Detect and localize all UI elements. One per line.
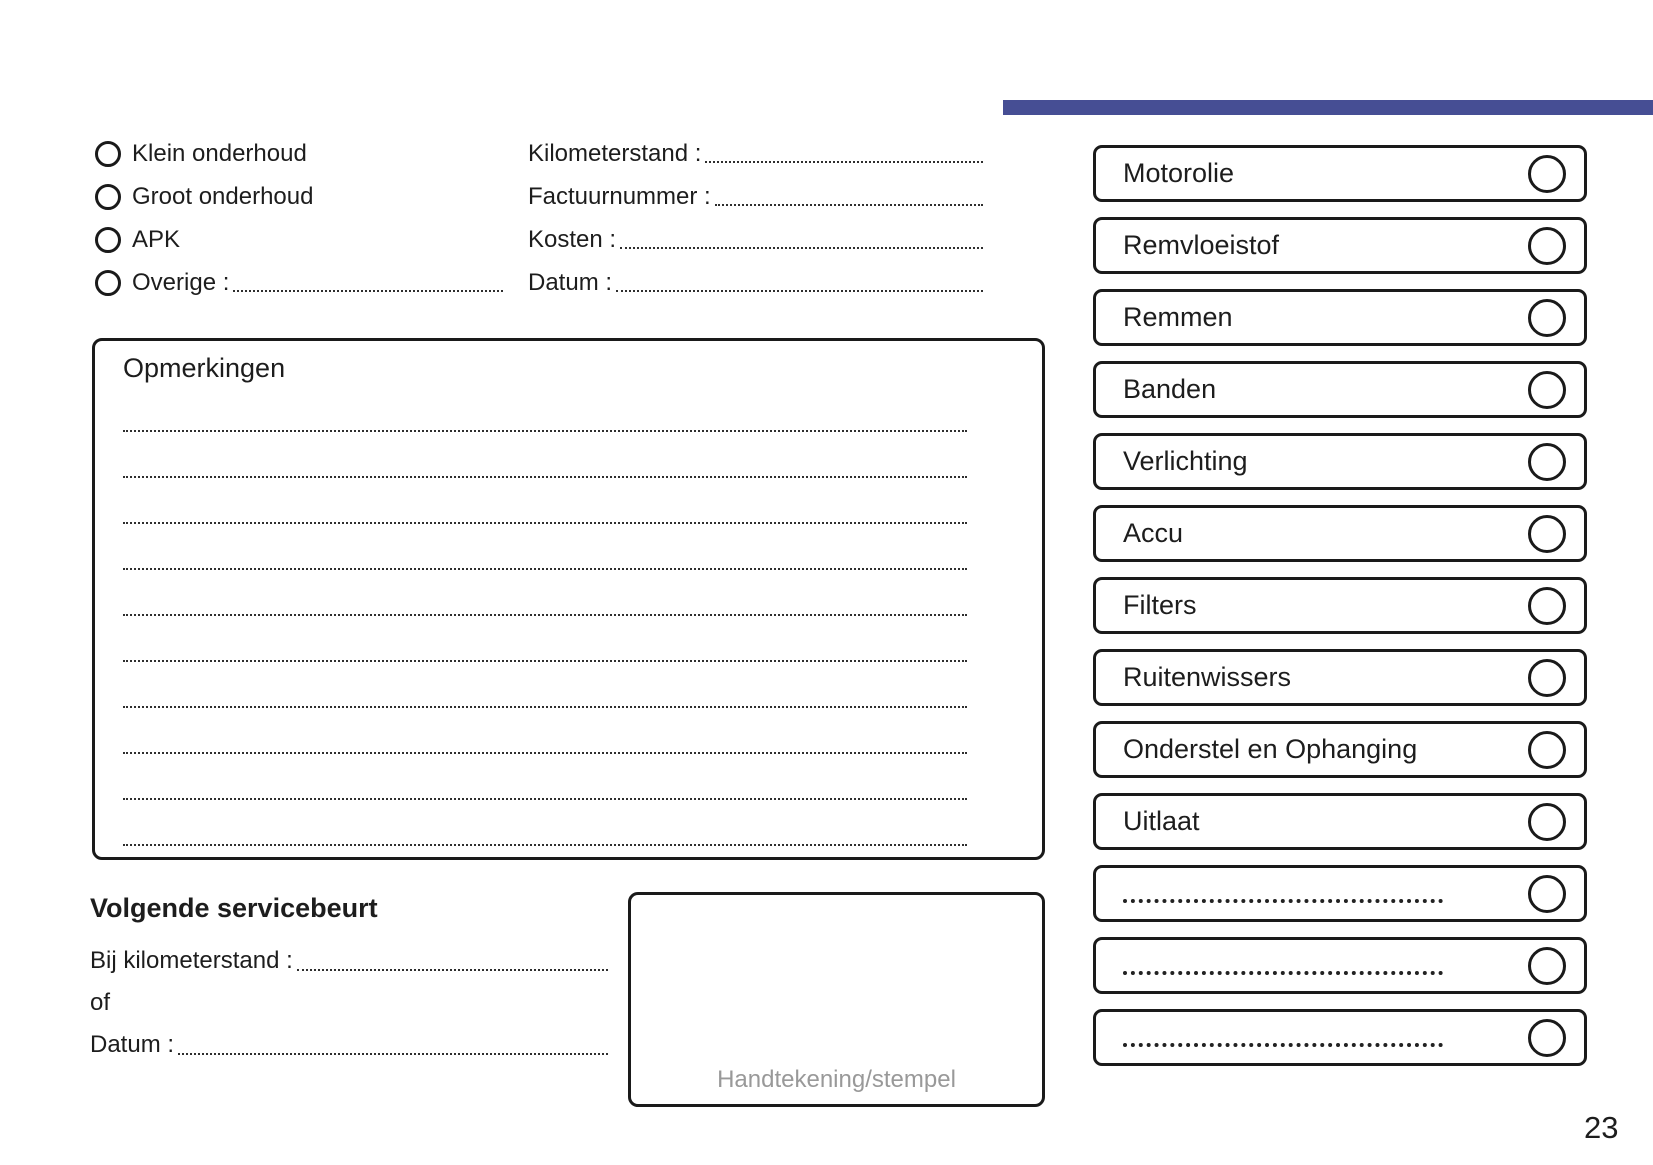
service-details-group: [528, 141, 983, 313]
checklist-item-label: Accu: [1123, 518, 1184, 548]
checklist-item-label: Motorolie: [1123, 158, 1235, 188]
checkbox-circle-icon[interactable]: [1528, 515, 1566, 553]
service-type-option-overige: [95, 270, 503, 295]
custom-item-fill-line[interactable]: [1123, 951, 1443, 975]
custom-item-fill-line[interactable]: [1123, 879, 1443, 903]
checkbox-circle-icon[interactable]: [1528, 947, 1566, 985]
radio-circle-icon[interactable]: [95, 141, 121, 167]
field-label: Factuurnummer :: [528, 183, 711, 210]
service-type-option-klein: [95, 141, 503, 166]
checkbox-circle-icon[interactable]: [1528, 371, 1566, 409]
remark-fill-line[interactable]: [123, 616, 967, 662]
remark-fill-line[interactable]: [123, 432, 967, 478]
service-type-option-groot: [95, 184, 503, 209]
checklist-item-label: Filters: [1123, 590, 1197, 620]
checklist-item-label: Banden: [1123, 374, 1217, 404]
accent-bar: [1003, 100, 1653, 115]
checklist-item-label: Remmen: [1123, 302, 1233, 332]
checklist: [1093, 145, 1587, 1081]
checklist-item-verlichting: [1093, 433, 1587, 490]
checkbox-circle-icon[interactable]: [1528, 227, 1566, 265]
field-kilometerstand: [528, 141, 983, 166]
next-service-group: [90, 893, 608, 1074]
service-type-option-apk: [95, 227, 503, 252]
checklist-item-onderstel-en-ophanging: [1093, 721, 1587, 778]
factuurnummer-fill-line[interactable]: [715, 204, 983, 206]
checklist-item-banden: [1093, 361, 1587, 418]
datum-fill-line[interactable]: [616, 290, 983, 292]
checkbox-circle-icon[interactable]: [1528, 299, 1566, 337]
field-label: of: [90, 989, 111, 1016]
checkbox-circle-icon[interactable]: [1528, 443, 1566, 481]
service-type-label: APK: [132, 226, 181, 253]
field-label: Kilometerstand :: [528, 140, 702, 167]
checklist-item-remvloeistof: [1093, 217, 1587, 274]
remark-fill-line[interactable]: [123, 570, 967, 616]
field-kosten: [528, 227, 983, 252]
page-number: 23: [1584, 1110, 1619, 1145]
checklist-item-remmen: [1093, 289, 1587, 346]
service-type-group: [95, 141, 503, 313]
remark-fill-line[interactable]: [123, 524, 967, 570]
checkbox-circle-icon[interactable]: [1528, 587, 1566, 625]
next-service-title: Volgende servicebeurt: [90, 893, 378, 923]
radio-circle-icon[interactable]: [95, 227, 121, 253]
remarks-lines: [123, 386, 967, 846]
checklist-item-label: Uitlaat: [1123, 806, 1200, 836]
checklist-item-uitlaat: [1093, 793, 1587, 850]
field-factuurnummer: [528, 184, 983, 209]
field-label: Datum :: [528, 269, 613, 296]
field-label: Datum :: [90, 1031, 175, 1058]
signature-label: Handtekening/stempel: [717, 1066, 956, 1093]
checklist-item-label: Onderstel en Ophanging: [1123, 734, 1418, 764]
remark-fill-line[interactable]: [123, 754, 967, 800]
remark-fill-line[interactable]: [123, 386, 967, 432]
bij-kilometerstand-fill-line[interactable]: [297, 969, 608, 971]
checklist-item-custom-1: [1093, 865, 1587, 922]
checkbox-circle-icon[interactable]: [1528, 1019, 1566, 1057]
overige-fill-line[interactable]: [233, 290, 503, 292]
field-label: Kosten :: [528, 226, 617, 253]
service-type-label: Klein onderhoud: [132, 140, 307, 167]
checkbox-circle-icon[interactable]: [1528, 731, 1566, 769]
field-label: Bij kilometerstand :: [90, 947, 293, 974]
radio-circle-icon[interactable]: [95, 270, 121, 296]
checklist-item-label: Verlichting: [1123, 446, 1248, 476]
field-bij-kilometerstand: [90, 948, 608, 974]
checklist-item-custom-3: [1093, 1009, 1587, 1066]
remark-fill-line[interactable]: [123, 662, 967, 708]
checklist-item-accu: [1093, 505, 1587, 562]
checklist-item-label: Remvloeistof: [1123, 230, 1280, 260]
checkbox-circle-icon[interactable]: [1528, 155, 1566, 193]
checklist-item-custom-2: [1093, 937, 1587, 994]
checklist-item-motorolie: [1093, 145, 1587, 202]
radio-circle-icon[interactable]: [95, 184, 121, 210]
custom-item-fill-line[interactable]: [1123, 1023, 1443, 1047]
service-type-label: Overige :: [132, 269, 230, 296]
checklist-item-label: Ruitenwissers: [1123, 662, 1292, 692]
signature-box[interactable]: [628, 892, 1045, 1107]
remark-fill-line[interactable]: [123, 800, 967, 846]
checklist-item-ruitenwissers: [1093, 649, 1587, 706]
checkbox-circle-icon[interactable]: [1528, 803, 1566, 841]
checklist-item-filters: [1093, 577, 1587, 634]
checkbox-circle-icon[interactable]: [1528, 659, 1566, 697]
remark-fill-line[interactable]: [123, 708, 967, 754]
checkbox-circle-icon[interactable]: [1528, 875, 1566, 913]
field-of: [90, 990, 608, 1016]
field-datum: [528, 270, 983, 295]
service-type-label: Groot onderhoud: [132, 183, 314, 210]
kilometerstand-fill-line[interactable]: [705, 161, 983, 163]
remarks-box: [92, 338, 1045, 860]
field-next-datum: [90, 1032, 608, 1058]
remarks-title: Opmerkingen: [123, 353, 286, 383]
remark-fill-line[interactable]: [123, 478, 967, 524]
next-datum-fill-line[interactable]: [178, 1053, 608, 1055]
kosten-fill-line[interactable]: [620, 247, 983, 249]
